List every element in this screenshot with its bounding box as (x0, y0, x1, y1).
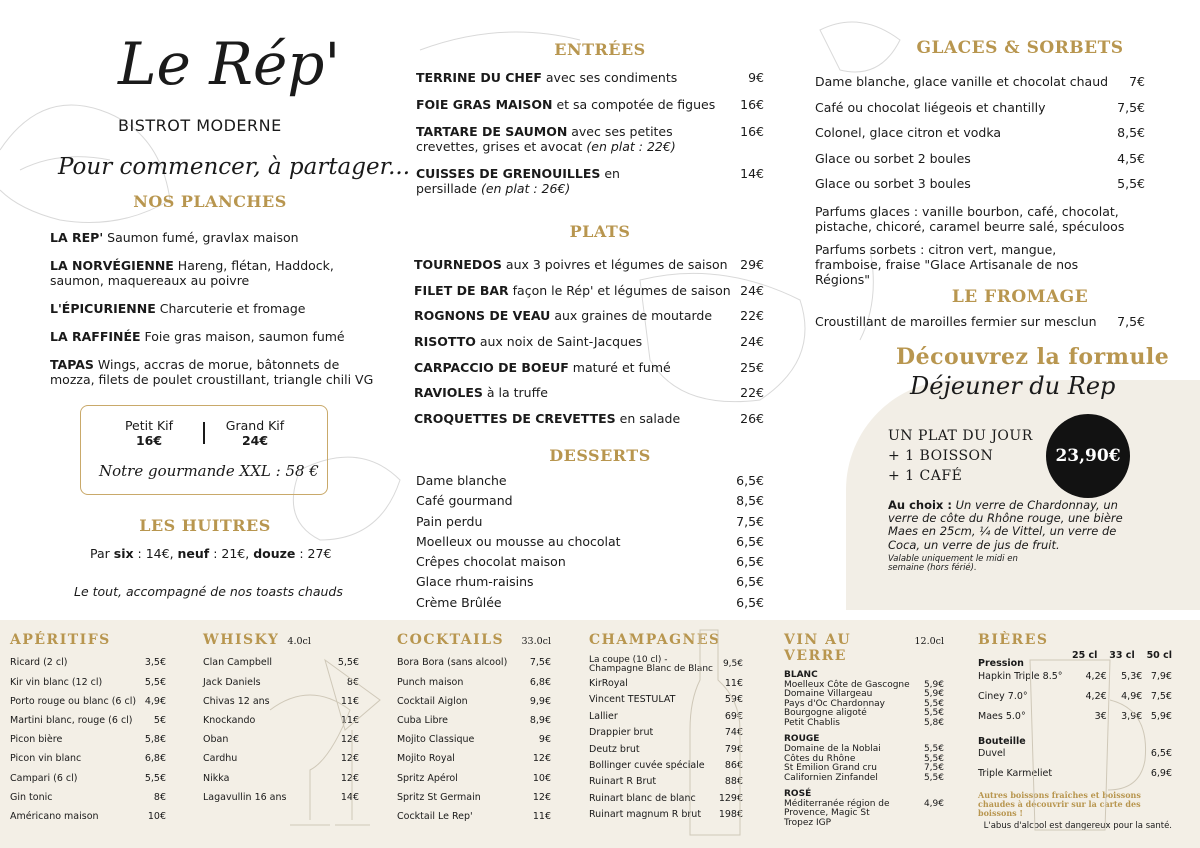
planches-title: NOS PLANCHES (133, 192, 287, 211)
whisky-title: WHISKY (203, 632, 280, 648)
glace-item: Dame blanche, glace vanille et chocolat chaud 7€ (815, 74, 1145, 89)
plat-item: RISOTTO aux noix de Saint-Jacques 24€ (414, 334, 764, 350)
restaurant-logo: Le Rép' (118, 30, 341, 98)
planche-item: LA NORVÉGIENNE Hareng, flétan, Haddock, saumon, maquereaux au poivre (50, 258, 334, 288)
champagne-item: Lallier 69€ (589, 710, 743, 722)
cocktail-item: Punch maison 6,8€ (397, 676, 551, 688)
whisky-item: Clan Campbell 5,5€ (203, 657, 359, 669)
entree-item: FOIE GRAS MAISON et sa compotée de figues 16€ (416, 97, 764, 112)
dessert-item: Café gourmand 8,5€ (416, 493, 764, 509)
champagne-item: Ruinart magnum R brut 198€ (589, 809, 743, 821)
bieres-header: 25 cl 33 cl 50 cl (1072, 650, 1172, 661)
fromage-item: Croustillant de maroilles fermier sur mesclun 7,5€ (815, 314, 1145, 329)
aperitif-item: Américano maison 10€ (10, 810, 166, 822)
vins-title: VIN AU VERRE (784, 632, 852, 664)
glace-item: Glace ou sorbet 3 boules 5,5€ (815, 176, 1145, 192)
plat-item: CROQUETTES DE CREVETTES en salade 26€ (414, 411, 764, 427)
pression-label: Pression (978, 658, 1024, 669)
biere-pression-item: Ciney 7.0° 4,2€ 4,9€ 7,5€ (978, 690, 1172, 702)
entrees-title: ENTRÉES (554, 40, 646, 59)
vin-item: Domaine de la Noblai 5,5€ (784, 743, 944, 754)
cocktail-item: Cocktail Aiglon 9,9€ (397, 695, 551, 707)
whisky-item: Jack Daniels 8€ (203, 676, 359, 688)
cocktail-item: Spritz St Germain 12€ (397, 791, 551, 803)
dessert-item: Pain perdu 7,5€ (416, 513, 764, 529)
entree-item: CUISSES DE GRENOUILLES en persillade (en plat : 26€) 14€ (416, 166, 764, 196)
champagne-item: Drappier brut 74€ (589, 727, 743, 739)
plats-title: PLATS (569, 222, 631, 241)
whisky-unit: 4.0cl (287, 636, 311, 647)
plat-item: ROGNONS DE VEAU aux graines de moutarde 22€ (414, 308, 764, 324)
formule-title: Découvrez la formule (896, 344, 1170, 370)
petit-kif: Petit Kif 16€ (124, 418, 174, 448)
cocktail-item: Mojito Royal 12€ (397, 753, 551, 765)
cocktail-item: Spritz Apérol 10€ (397, 772, 551, 784)
huitres-prices: Par six : 14€, neuf : 21€, douze : 27€ (90, 546, 332, 561)
planche-item: LA REP' Saumon fumé, gravlax maison (50, 230, 299, 245)
champagne-item: KirRoyal 11€ (589, 677, 743, 689)
planche-item: LA RAFFINÉE Foie gras maison, saumon fumé (50, 329, 345, 344)
formule-choix: Au choix : Un verre de Chardonnay, un verre de côte du Rhône rouge, une bière Maes en 25cm, ¼ de Vittel, un verre de Coca, un verre de jus de fruit. (888, 498, 1123, 552)
bieres-title: BIÈRES (978, 632, 1049, 648)
autres-boissons-note: Autres boissons fraîches et boissons chaudes à découvrir sur la carte des boissons ! (978, 790, 1141, 818)
vins-blanc-label: BLANC (784, 670, 818, 680)
vins-unit: 12.0cl (914, 636, 944, 647)
dessert-item: Moelleux ou mousse au chocolat 6,5€ (416, 533, 764, 549)
vin-item: Californien Zinfandel 5,5€ (784, 772, 944, 783)
kif-gourmande-note: Notre gourmande XXL : 58 € (99, 462, 319, 480)
plat-item: CARPACCIO DE BOEUF maturé et fumé 25€ (414, 359, 764, 375)
cocktail-item: Mojito Classique 9€ (397, 734, 551, 746)
aperitif-item: Martini blanc, rouge (6 cl) 5€ (10, 714, 166, 726)
vin-item: Bourgogne aligoté 5,5€ (784, 708, 944, 719)
formule-background (846, 380, 1200, 610)
whisky-item: Knockando 11€ (203, 714, 359, 726)
whisky-item: Oban 12€ (203, 734, 359, 746)
glace-item: Colonel, glace citron et vodka 8,5€ (815, 125, 1145, 141)
champagne-item: Ruinart R Brut 88€ (589, 776, 743, 788)
dessert-item: Crème Brûlée 6,5€ (416, 594, 764, 610)
aperitifs-title: APÉRITIFS (10, 632, 111, 648)
vin-item: Moelleux Côte de Gascogne 5,9€ (784, 679, 944, 690)
dessert-item: Crêpes chocolat maison 6,5€ (416, 554, 764, 570)
plat-item: FILET DE BAR façon le Rép' et légumes de saison 24€ (414, 282, 764, 298)
restaurant-subtitle: BISTROT MODERNE (118, 116, 282, 135)
cocktail-item: Bora Bora (sans alcool) 7,5€ (397, 657, 551, 669)
whisky-item: Cardhu 12€ (203, 753, 359, 765)
kif-divider (203, 422, 205, 444)
cocktail-item: Cocktail Le Rep' 11€ (397, 810, 551, 822)
fromage-title: LE FROMAGE (951, 287, 1089, 307)
champagne-item: Ruinart blanc de blanc 129€ (589, 792, 743, 804)
glace-item: Glace ou sorbet 2 boules 4,5€ (815, 150, 1145, 166)
planches-list (50, 230, 380, 387)
desserts-list (416, 473, 764, 615)
cocktail-item: Cuba Libre 8,9€ (397, 714, 551, 726)
kif-box (80, 405, 328, 495)
bouteille-label: Bouteille (978, 736, 1026, 747)
vin-item: Petit Chablis 5,8€ (784, 717, 944, 728)
glace-item: Café ou chocolat liégeois et chantilly 7,5€ (815, 99, 1145, 115)
formule-price-badge: 23,90€ (1046, 414, 1130, 498)
whisky-item: Chivas 12 ans 11€ (203, 695, 359, 707)
biere-pression-item: Hapkin Triple 8.5° 4,2€ 5,3€ 7,9€ (978, 670, 1172, 682)
parfums-glaces: Parfums glaces : vanille bourbon, café, chocolat, pistache, chicoré, caramel beurre salé, spéculoos (815, 204, 1125, 234)
aperitif-item: Picon vin blanc 6,8€ (10, 753, 166, 765)
glaces-list (815, 74, 1145, 202)
biere-pression-item: Maes 5.0° 3€ 3,9€ 5,9€ (978, 710, 1172, 722)
huitres-title: LES HUITRES (139, 516, 271, 535)
alcool-warning: L'abus d'alcool est dangereux pour la santé. (983, 821, 1172, 832)
entrees-list (416, 70, 764, 196)
champagnes-title: CHAMPAGNES (589, 632, 721, 648)
plat-item: RAVIOLES à la truffe 22€ (414, 385, 764, 401)
plats-list (414, 257, 764, 437)
biere-bouteille-item: Duvel 6,5€ (978, 747, 1172, 759)
huitres-note: Le tout, accompagné de nos toasts chauds (74, 584, 343, 599)
formule-lines: UN PLAT DU JOUR + 1 BOISSON + 1 CAFÉ (888, 428, 1033, 484)
aperitif-item: Ricard (2 cl) 3,5€ (10, 657, 166, 669)
vin-item: Méditerranée région de Provence, Magic St Tropez IGP 4,9€ (784, 798, 944, 828)
vin-item: Pays d'Oc Chardonnay 5,5€ (784, 698, 944, 709)
champagne-item: La coupe (10 cl) - Champagne Blanc de Blanc 9,5€ (589, 654, 743, 674)
desserts-title: DESSERTS (549, 446, 651, 465)
planche-item: L'ÉPICURIENNE Charcuterie et fromage (50, 301, 306, 316)
vin-item: St Emilion Grand cru 7,5€ (784, 763, 944, 774)
aperitif-item: Kir vin blanc (12 cl) 5,5€ (10, 676, 166, 688)
cocktails-unit: 33.0cl (521, 636, 551, 647)
dessert-item: Dame blanche 6,5€ (416, 473, 764, 488)
biere-bouteille-item: Triple Karmeliet 6,9€ (978, 767, 1172, 779)
vins-rose-label: ROSÉ (784, 789, 812, 800)
entree-item: TERRINE DU CHEF avec ses condiments 9€ (416, 70, 764, 85)
whisky-item: Nikka 12€ (203, 772, 359, 784)
intro-text: Pour commencer, à partager... (58, 154, 411, 180)
glaces-title: GLACES & SORBETS (916, 38, 1124, 58)
grand-kif: Grand Kif 24€ (225, 418, 285, 448)
aperitif-item: Porto rouge ou blanc (6 cl) 4,9€ (10, 695, 166, 707)
champagne-item: Vincent TESTULAT 59€ (589, 694, 743, 706)
dessert-item: Glace rhum-raisins 6,5€ (416, 574, 764, 590)
vin-item: Domaine Villargeau 5,9€ (784, 689, 944, 700)
vins-rouge-label: ROUGE (784, 734, 820, 745)
glass-sketches (0, 620, 1200, 848)
vin-item: Côtes du Rhône 5,5€ (784, 753, 944, 764)
champagne-item: Bollinger cuvée spéciale 86€ (589, 759, 743, 771)
plat-item: TOURNEDOS aux 3 poivres et légumes de saison 29€ (414, 257, 764, 272)
formule-subtitle: Déjeuner du Rep (910, 372, 1116, 400)
whisky-item: Lagavullin 16 ans 14€ (203, 791, 359, 803)
aperitif-item: Campari (6 cl) 5,5€ (10, 772, 166, 784)
aperitif-item: Picon bière 5,8€ (10, 734, 166, 746)
planche-item: TAPAS Wings, accras de morue, bâtonnets de mozza, filets de poulet croustillant, triangle chili VG (50, 357, 374, 387)
formule-validity: Valable uniquement le midi en semaine (hors férié). (888, 554, 1018, 574)
entree-item: TARTARE DE SAUMON avec ses petites crevettes, grises et avocat (en plat : 22€) 16€ (416, 124, 764, 154)
cocktails-title: COCKTAILS (397, 632, 505, 648)
aperitif-item: Gin tonic 8€ (10, 791, 166, 803)
champagne-item: Deutz brut 79€ (589, 743, 743, 755)
parfums-sorbets: Parfums sorbets : citron vert, mangue, framboise, fraise "Glace Artisanale de nos Régions" (815, 242, 1079, 287)
